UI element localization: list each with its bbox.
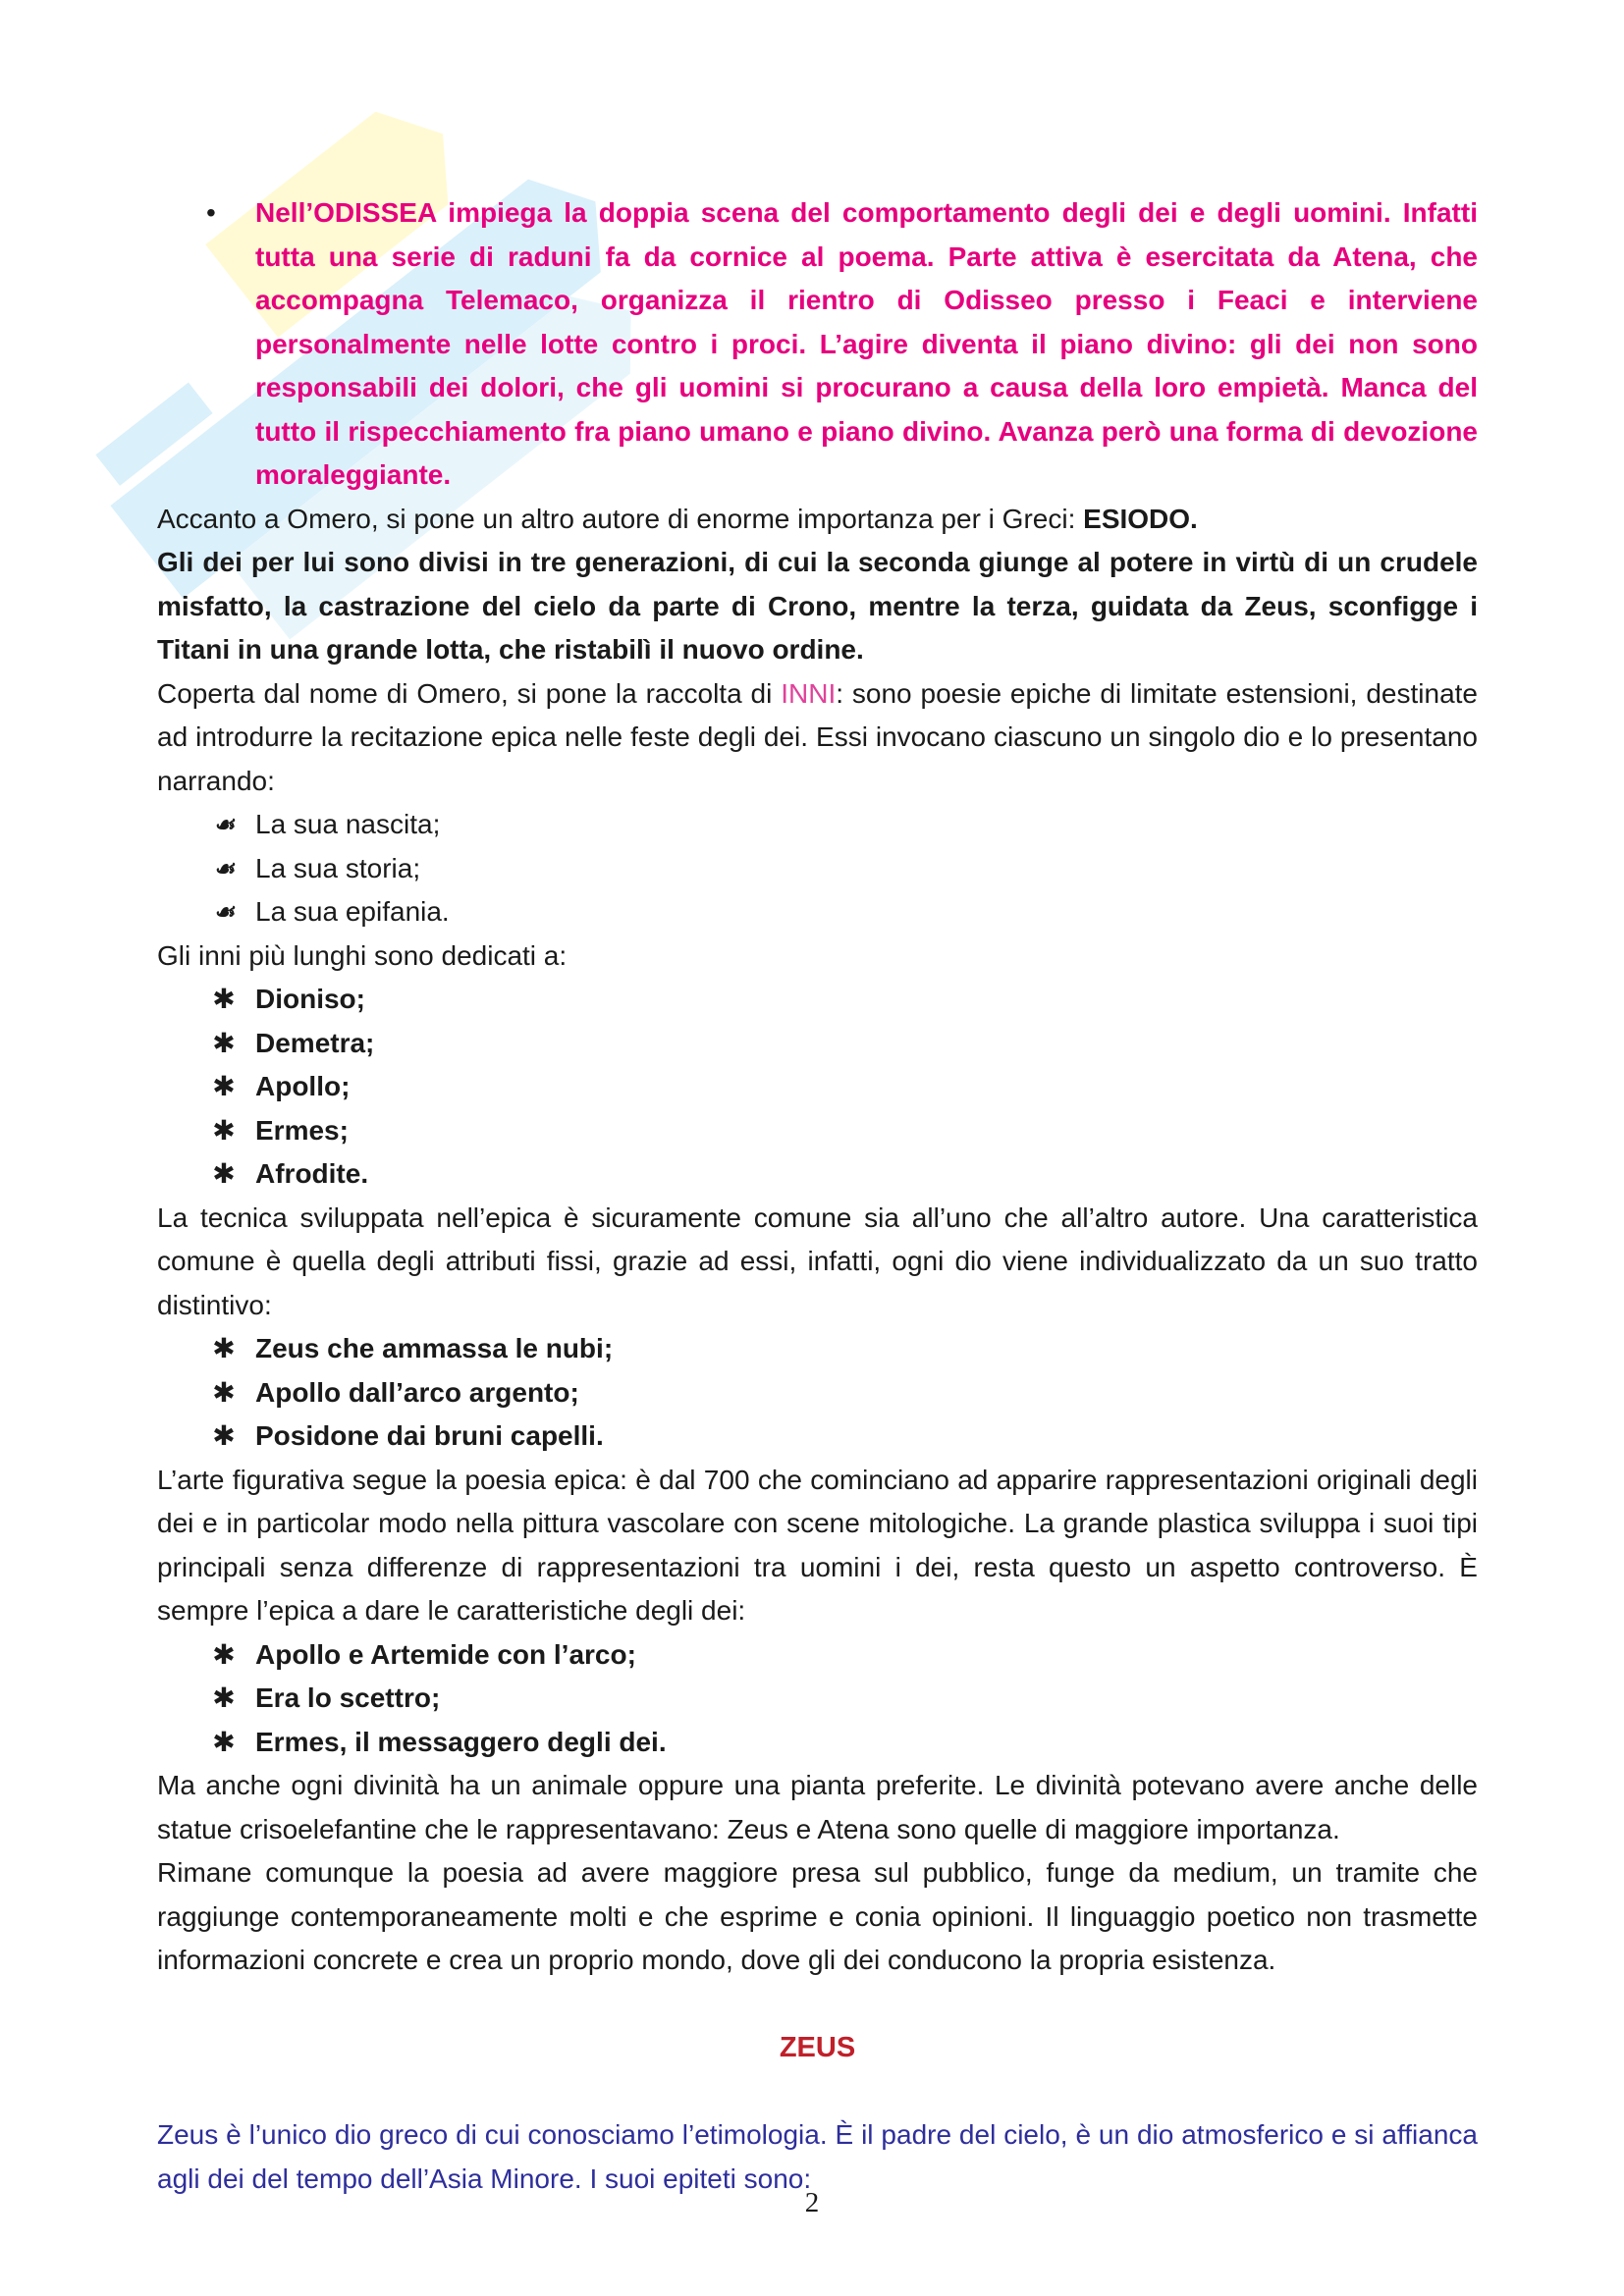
list-item-text: Era lo scettro; bbox=[255, 1682, 441, 1713]
list-item-text: Demetra; bbox=[255, 1027, 375, 1058]
star-bullet-icon: ✱ bbox=[212, 1027, 236, 1058]
list-item bbox=[157, 1152, 1478, 1197]
list-item-text: Zeus che ammassa le nubi; bbox=[255, 1333, 614, 1363]
attributi-list bbox=[157, 1327, 1478, 1459]
list-item bbox=[157, 890, 1478, 934]
esiodo-paragraph bbox=[157, 498, 1478, 542]
list-item bbox=[157, 803, 1478, 847]
list-item bbox=[157, 1327, 1478, 1371]
inni-word: INNI bbox=[781, 677, 837, 709]
list-item-text: Apollo e Artemide con l’arco; bbox=[255, 1638, 636, 1670]
list-item-text: La sua storia; bbox=[255, 852, 421, 883]
star-bullet-icon: ✱ bbox=[212, 1726, 236, 1757]
star-bullet-icon: ✱ bbox=[212, 1333, 236, 1363]
arte-paragraph: L’arte figurativa segue la poesia epica: è dal 700 che cominciano ad apparire rappresentazioni originali degli dei e in particolar modo nella pittura vascolare con scene mitologiche. La grande plastica sviluppa i suoi tipi principali senza differenze di rappresentazioni tra uomini i dei, resta questo un aspetto controverso. È sempre l’epica a dare le caratteristiche degli dei: bbox=[157, 1464, 1478, 1626]
list-item-text: Afrodite. bbox=[255, 1158, 369, 1189]
narrando-list bbox=[157, 803, 1478, 934]
list-item bbox=[157, 1721, 1478, 1765]
lunghi-list bbox=[157, 978, 1478, 1197]
section-heading-zeus: ZEUS bbox=[779, 2031, 856, 2063]
caratteristiche-list bbox=[157, 1633, 1478, 1765]
list-item bbox=[157, 1109, 1478, 1153]
star-bullet-icon: ✱ bbox=[212, 1420, 236, 1451]
lunghi-intro: Gli inni più lunghi sono dedicati a: bbox=[157, 939, 568, 971]
esiodo-intro: Accanto a Omero, si pone un altro autore di enorme importanza per i Greci: bbox=[157, 503, 1084, 534]
list-item-text: Ermes, il messaggero degli dei. bbox=[255, 1726, 667, 1757]
list-item bbox=[157, 1633, 1478, 1678]
curl-bullet-icon: ☙ bbox=[213, 810, 235, 838]
odissea-bullet bbox=[157, 191, 1478, 498]
list-item bbox=[157, 1371, 1478, 1415]
list-item bbox=[157, 1415, 1478, 1459]
poesia-paragraph: Rimane comunque la poesia ad avere maggiore presa sul pubblico, funge da medium, un tramite che raggiunge contemporaneamente molti e che esprime e conia opinioni. Il linguaggio poetico non trasmette informazioni concrete e crea un proprio mondo, dove gli dei conducono la propria esistenza. bbox=[157, 1857, 1478, 1975]
star-bullet-icon: ✱ bbox=[212, 1682, 236, 1713]
odissea-paragraph: Nell’ODISSEA impiega la doppia scena del comportamento degli dei e degli uomini. Infatti tutta una serie di raduni fa da cornice al poema. Parte attiva è esercitata da Atena, che accompagna Telemaco, organizza il rientro di Odisseo presso i Feaci e interviene personalmente nelle lotte contro i proci. L’agire diventa il piano divino: gli dei non sono responsabili dei dolori, che gli uomini si procurano a causa della loro empietà. Manca del tutto il rispecchiamento fra piano umano e piano divino. Avanza però una forma di devozione moraleggiante. bbox=[255, 197, 1478, 490]
list-item-text: Posidone dai bruni capelli. bbox=[255, 1420, 604, 1451]
list-item-text: Ermes; bbox=[255, 1114, 349, 1146]
list-item-text: La sua epifania. bbox=[255, 896, 450, 927]
star-bullet-icon: ✱ bbox=[212, 1071, 236, 1101]
list-item-text: La sua nascita; bbox=[255, 809, 441, 839]
star-bullet-icon: ✱ bbox=[212, 1158, 236, 1189]
document-page bbox=[157, 191, 1478, 2201]
star-bullet-icon: ✱ bbox=[212, 1114, 236, 1146]
list-item bbox=[157, 1022, 1478, 1066]
page-number: 2 bbox=[804, 2187, 820, 2218]
list-item-text: Apollo; bbox=[255, 1071, 351, 1101]
list-item bbox=[157, 847, 1478, 891]
inni-paragraph bbox=[157, 672, 1478, 804]
star-bullet-icon: ✱ bbox=[212, 984, 236, 1014]
list-item-text: Dioniso; bbox=[255, 984, 365, 1014]
generazioni-paragraph: Gli dei per lui sono divisi in tre generazioni, di cui la seconda giunge al potere in virtù di un crudele misfatto, la castrazione del cielo da parte di Crono, mentre la terza, guidata da Zeus, sconfigge i Titani in una grande lotta, che ristabilì il nuovo ordine. bbox=[157, 547, 1478, 665]
zeus-paragraph: Zeus è l’unico dio greco di cui conosciamo l’etimologia. È il padre del cielo, è un dio atmosferico e si affianca agli dei del tempo dell’Asia Minore. I suoi epiteti sono: bbox=[157, 2119, 1478, 2194]
list-item-text: Apollo dall’arco argento; bbox=[255, 1376, 579, 1408]
inni-suffix: : sono poesie epiche di limitate estensioni, destinate ad introdurre la recitazione epica nelle feste degli dei. Essi invocano ciascuno un singolo dio e lo presentano narrando: bbox=[157, 677, 1478, 796]
inni-prefix: Coperta dal nome di Omero, si pone la raccolta di bbox=[157, 677, 782, 709]
list-item bbox=[157, 1677, 1478, 1721]
curl-bullet-icon: ☙ bbox=[213, 853, 235, 882]
star-bullet-icon: ✱ bbox=[212, 1638, 236, 1670]
list-item bbox=[157, 1065, 1478, 1109]
tecnica-paragraph: La tecnica sviluppata nell’epica è sicuramente comune sia all’uno che all’altro autore. Una caratteristica comune è quella degli attributi fissi, grazie ad essi, infatti, ogni dio viene individualizzato da un suo tratto distintivo: bbox=[157, 1201, 1478, 1320]
esiodo-name: ESIODO. bbox=[1083, 503, 1198, 534]
list-item bbox=[157, 978, 1478, 1022]
bullet-dot: • bbox=[206, 197, 216, 228]
curl-bullet-icon: ☙ bbox=[213, 897, 235, 926]
star-bullet-icon: ✱ bbox=[212, 1376, 236, 1408]
animale-paragraph: Ma anche ogni divinità ha un animale oppure una pianta preferite. Le divinità potevano avere anche delle statue crisoelefantine che le rappresentavano: Zeus e Atena sono quelle di maggiore importanza. bbox=[157, 1770, 1478, 1844]
